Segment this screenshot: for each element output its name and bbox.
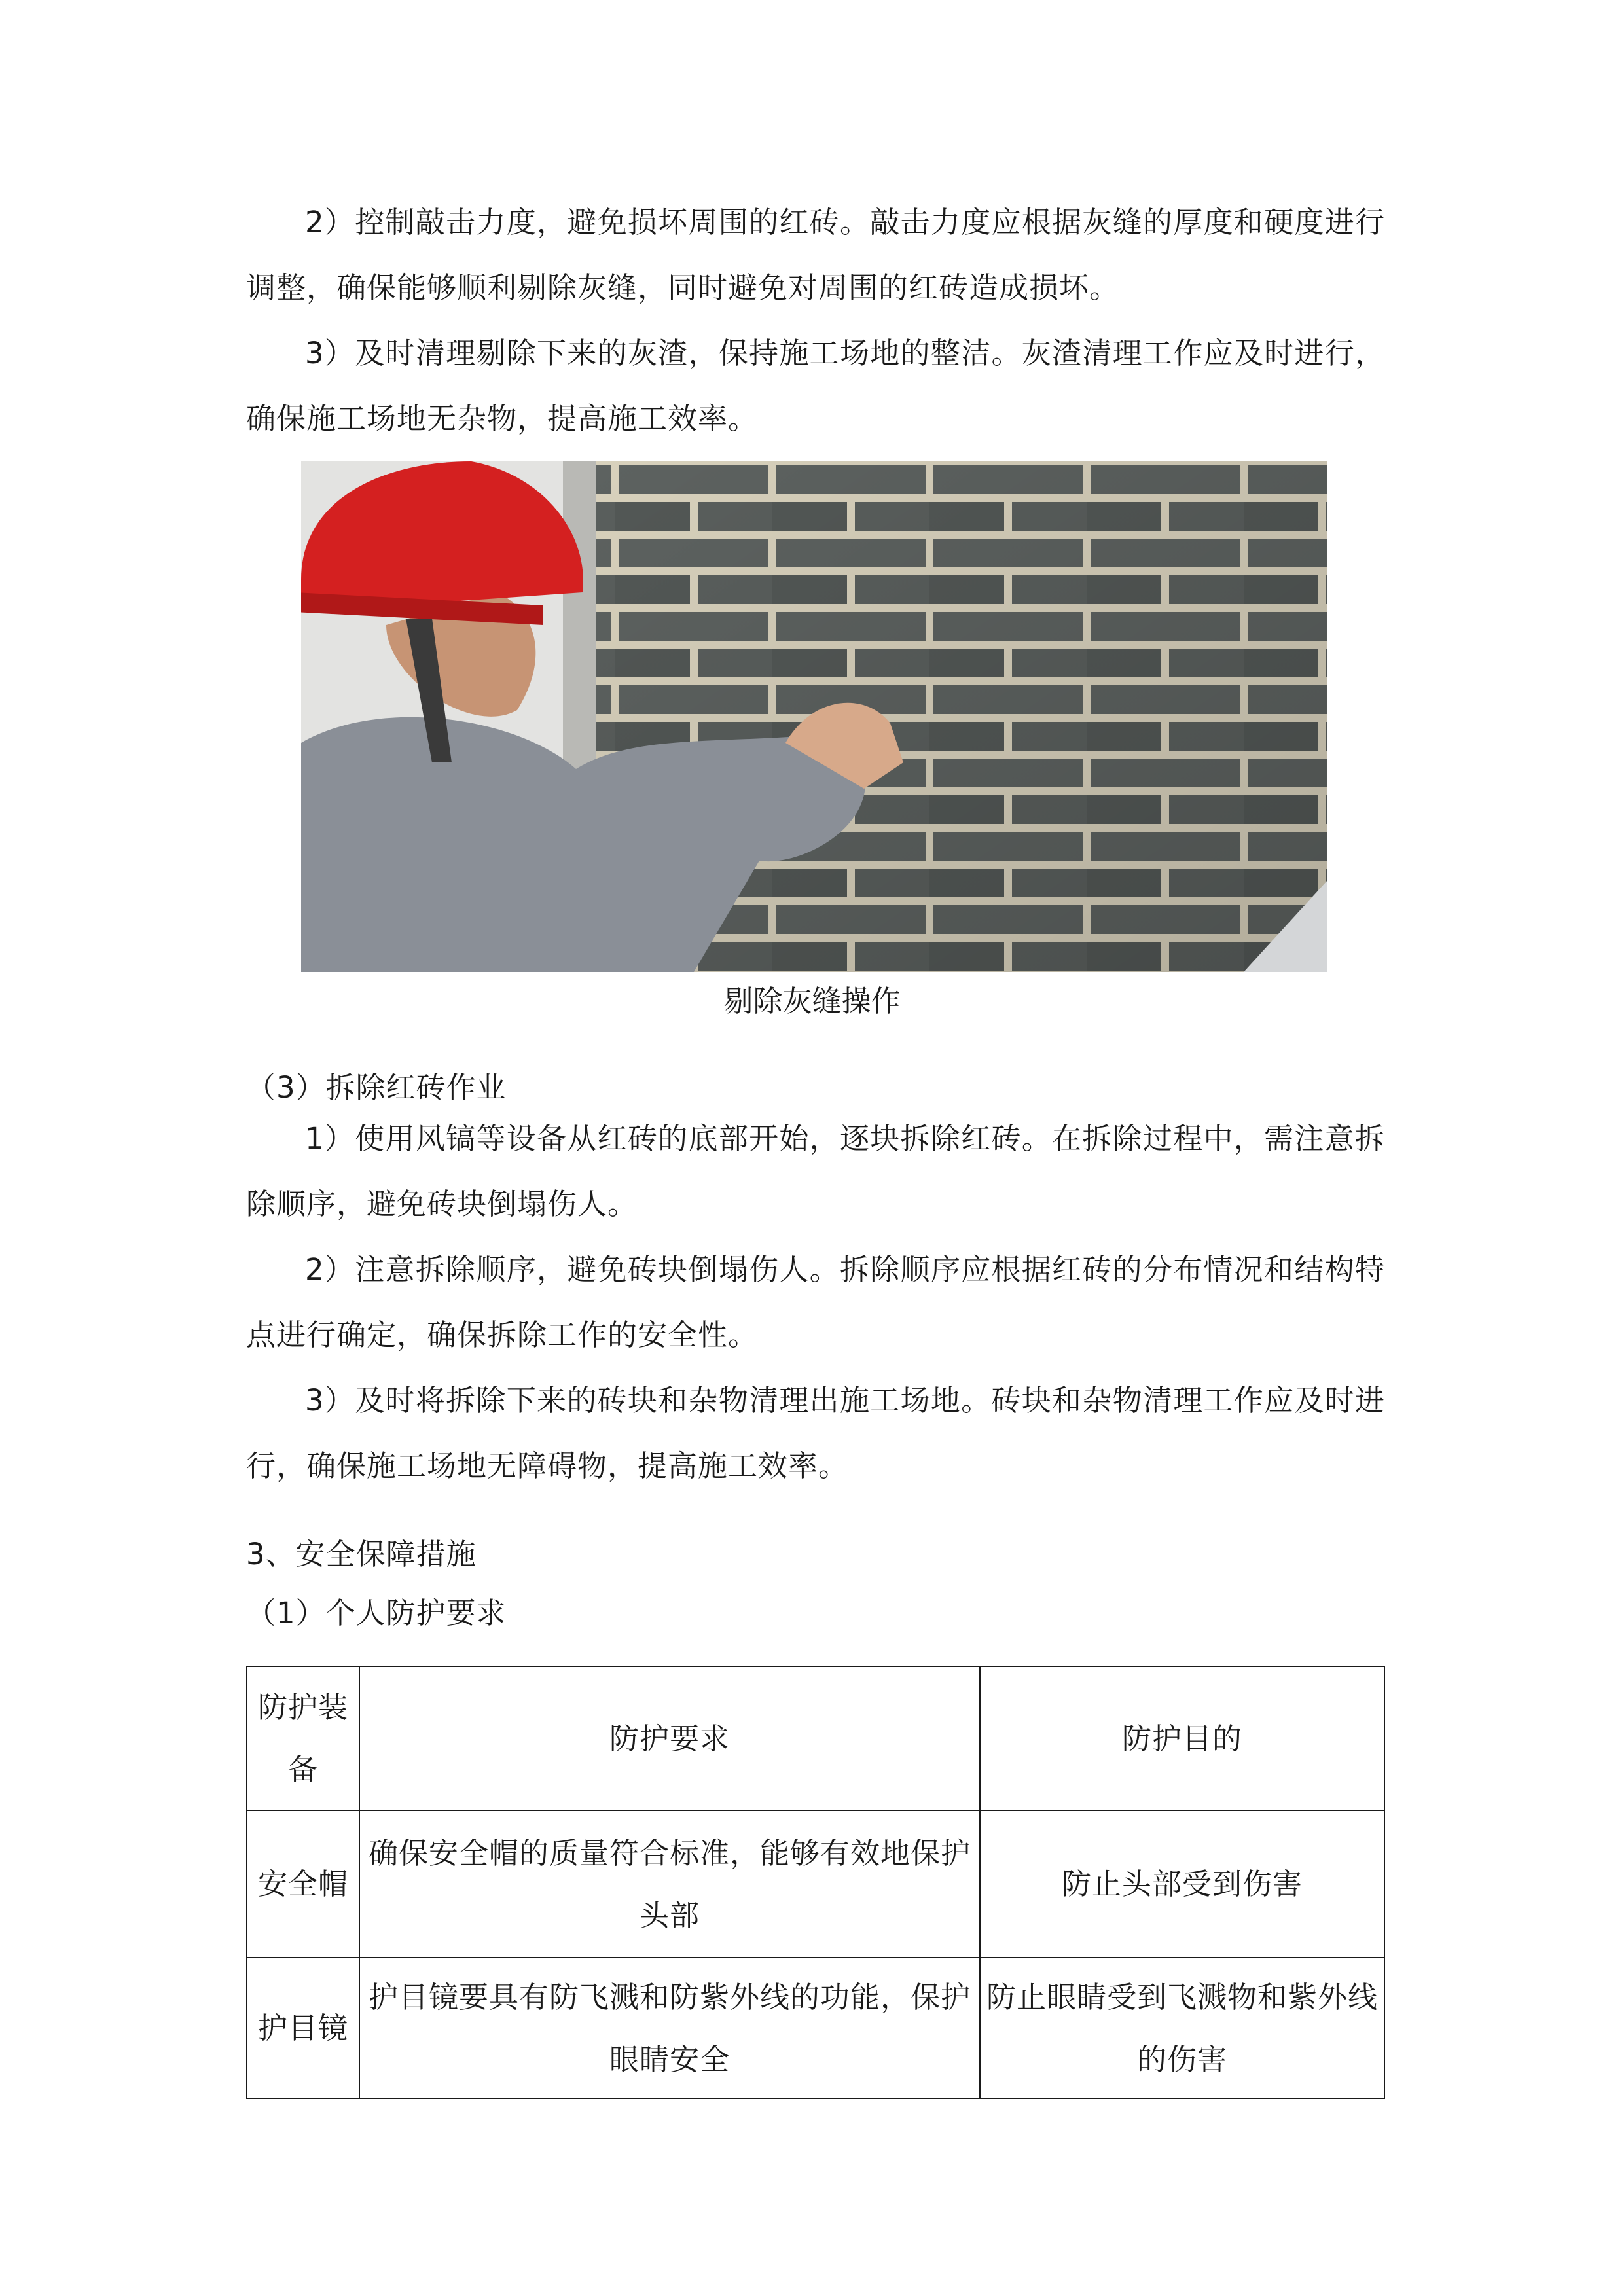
section-heading-brick-removal: （3）拆除红砖作业: [246, 1070, 507, 1105]
table-cell: 防止头部受到伤害: [980, 1810, 1384, 1958]
header-purpose: 防护目的: [980, 1666, 1384, 1810]
table-cell: 防止眼睛受到飞溅物和紫外线的伤害: [980, 1958, 1384, 2098]
table-cell: 确保安全帽的质量符合标准，能够有效地保护头部: [359, 1810, 980, 1958]
protection-table: [246, 1666, 1385, 2099]
paragraph-clean-debris: 3）及时清理剔除下来的灰渣，保持施工场地的整洁。灰渣清理工作应及时进行，确保施工场地无杂物，提高施工效率。: [246, 336, 1385, 436]
table-row: [247, 1810, 1384, 1958]
figure-caption: 剔除灰缝操作: [723, 984, 901, 1018]
table-row: [247, 1958, 1384, 2098]
section-heading-safety: 3、安全保障措施: [246, 1537, 477, 1571]
table-cell: 护目镜要具有防飞溅和防紫外线的功能，保护眼睛安全: [359, 1958, 980, 2098]
table-cell: 安全帽: [247, 1810, 359, 1958]
table-cell: 护目镜: [247, 1958, 359, 2098]
header-equipment: 防护装备: [247, 1666, 359, 1810]
header-requirement: 防护要求: [359, 1666, 980, 1810]
photo-raking-mortar-joints: [301, 461, 1327, 972]
subheading-personal-protection: （1）个人防护要求: [246, 1596, 507, 1630]
paragraph-removal-method: 1）使用风镐等设备从红砖的底部开始，逐块拆除红砖。在拆除过程中，需注意拆除顺序，避免砖块倒塌伤人。: [246, 1121, 1385, 1221]
paragraph-removal-order: 2）注意拆除顺序，避免砖块倒塌伤人。拆除顺序应根据红砖的分布情况和结构特点进行确定，确保拆除工作的安全性。: [246, 1252, 1385, 1352]
paragraph-force-control: 2）控制敲击力度，避免损坏周围的红砖。敲击力度应根据灰缝的厚度和硬度进行调整，确保能够顺利剔除灰缝，同时避免对周围的红砖造成损坏。: [246, 205, 1385, 305]
table-header-row: [247, 1666, 1384, 1810]
paragraph-removal-cleanup: 3）及时将拆除下来的砖块和杂物清理出施工场地。砖块和杂物清理工作应及时进行，确保施工场地无障碍物，提高施工效率。: [246, 1383, 1385, 1483]
